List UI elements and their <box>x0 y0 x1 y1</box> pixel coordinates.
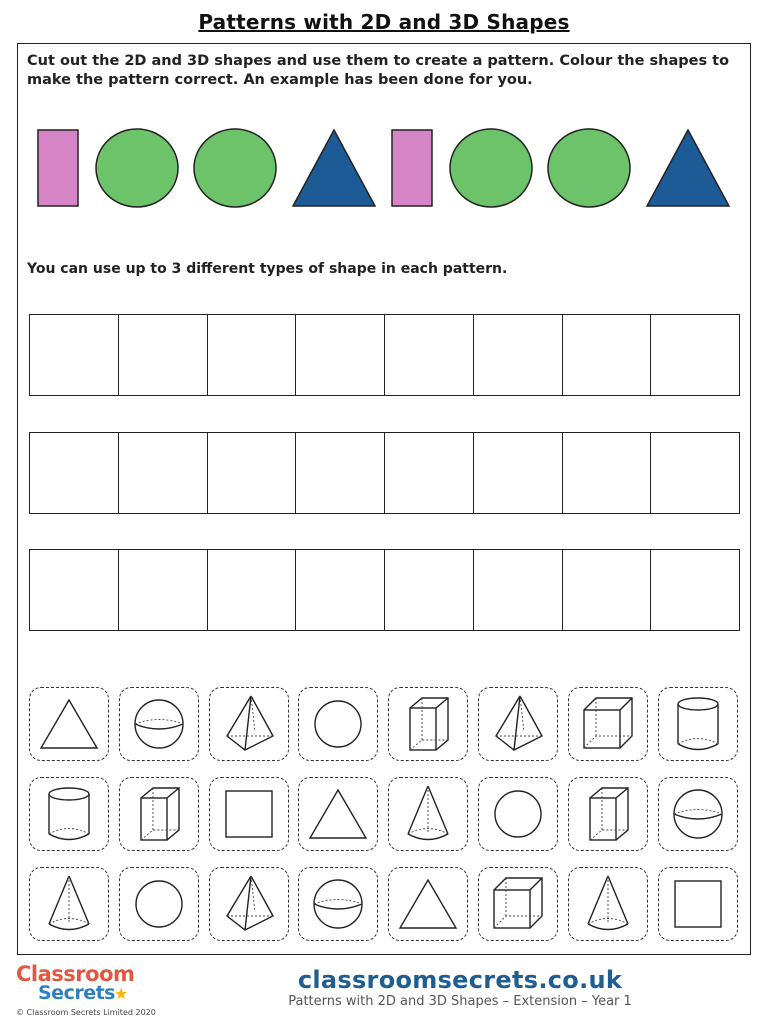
answer-cell[interactable] <box>296 550 385 630</box>
cuboid-icon <box>576 782 640 846</box>
answer-cell[interactable] <box>208 550 297 630</box>
cutout-card-sphere[interactable] <box>658 777 738 851</box>
answer-cell[interactable] <box>563 550 652 630</box>
cutout-card-pyramid[interactable] <box>478 687 558 761</box>
triangle-icon <box>306 782 370 846</box>
answer-cell[interactable] <box>563 315 652 395</box>
answer-cell[interactable] <box>208 315 297 395</box>
classroom-secrets-logo: Classroom Secrets ★ <box>16 962 135 1004</box>
answer-cell[interactable] <box>385 315 474 395</box>
answer-cell[interactable] <box>119 433 208 513</box>
instruction-text: Cut out the 2D and 3D shapes and use them to create a pattern. Colour the shapes to make the pattern correct. An example has been done for you. <box>27 53 730 88</box>
triangle-icon <box>396 872 460 936</box>
cutout-card-circle[interactable] <box>478 777 558 851</box>
answer-cell[interactable] <box>651 550 739 630</box>
cylinder-icon <box>37 782 101 846</box>
example-circle <box>450 129 532 207</box>
circle-icon <box>306 692 370 756</box>
pyramid-icon <box>217 692 281 756</box>
cutout-card-cube[interactable] <box>568 687 648 761</box>
cutout-card-cuboid[interactable] <box>568 777 648 851</box>
footer-subtitle: Patterns with 2D and 3D Shapes – Extension – Year 1 <box>288 994 632 1009</box>
example-circle <box>548 129 630 207</box>
cutout-card-cone[interactable] <box>29 867 109 941</box>
cutout-card-cuboid[interactable] <box>388 687 468 761</box>
answer-cell[interactable] <box>119 315 208 395</box>
cutout-card-cone[interactable] <box>388 777 468 851</box>
answer-cell[interactable] <box>385 433 474 513</box>
cuboid-icon <box>127 782 191 846</box>
answer-cell[interactable] <box>30 433 119 513</box>
footer-url[interactable]: classroomsecrets.co.uk <box>297 966 623 994</box>
cone-icon <box>37 872 101 936</box>
cutout-card-sphere[interactable] <box>119 687 199 761</box>
cutout-card-cone[interactable] <box>568 867 648 941</box>
cone-icon <box>576 872 640 936</box>
cutout-card-circle[interactable] <box>298 687 378 761</box>
answer-cell[interactable] <box>651 315 739 395</box>
cutout-card-triangle[interactable] <box>29 687 109 761</box>
sphere-icon <box>127 692 191 756</box>
cutout-card-triangle[interactable] <box>388 867 468 941</box>
cube-icon <box>486 872 550 936</box>
answer-cell[interactable] <box>208 433 297 513</box>
sphere-icon <box>306 872 370 936</box>
answer-cell[interactable] <box>296 433 385 513</box>
circle-icon <box>127 872 191 936</box>
copyright: © Classroom Secrets Limited 2020 <box>16 1008 156 1017</box>
answer-cell[interactable] <box>474 550 563 630</box>
answer-cell[interactable] <box>474 433 563 513</box>
cutout-card-pyramid[interactable] <box>209 867 289 941</box>
star-icon: ★ <box>114 984 129 1003</box>
answer-cell[interactable] <box>119 550 208 630</box>
cylinder-icon <box>666 692 730 756</box>
instruction-text-2: You can use up to 3 different types of shape in each pattern. <box>27 261 508 277</box>
cutout-card-cylinder[interactable] <box>658 687 738 761</box>
answer-grid-3[interactable] <box>29 549 740 631</box>
answer-cell[interactable] <box>30 315 119 395</box>
cutout-card-cube[interactable] <box>478 867 558 941</box>
example-triangle <box>647 130 729 206</box>
cutout-card-square[interactable] <box>209 777 289 851</box>
answer-cell[interactable] <box>651 433 739 513</box>
page-title: Patterns with 2D and 3D Shapes <box>198 10 570 34</box>
answer-cell[interactable] <box>385 550 474 630</box>
cutout-card-sphere[interactable] <box>298 867 378 941</box>
square-icon <box>217 782 281 846</box>
cutout-card-cylinder[interactable] <box>29 777 109 851</box>
example-circle <box>96 129 178 207</box>
cutout-card-triangle[interactable] <box>298 777 378 851</box>
answer-cell[interactable] <box>30 550 119 630</box>
circle-icon <box>486 782 550 846</box>
answer-cell[interactable] <box>296 315 385 395</box>
answer-cell[interactable] <box>474 315 563 395</box>
cuboid-icon <box>396 692 460 756</box>
cutout-card-circle[interactable] <box>119 867 199 941</box>
triangle-icon <box>37 692 101 756</box>
answer-grid-1[interactable] <box>29 314 740 396</box>
cutout-card-pyramid[interactable] <box>209 687 289 761</box>
example-rectangle <box>38 130 78 206</box>
square-icon <box>666 872 730 936</box>
example-pattern <box>0 0 768 230</box>
cutout-card-square[interactable] <box>658 867 738 941</box>
answer-cell[interactable] <box>563 433 652 513</box>
example-rectangle <box>392 130 432 206</box>
example-circle <box>194 129 276 207</box>
example-triangle <box>293 130 375 206</box>
cutout-card-cuboid[interactable] <box>119 777 199 851</box>
pyramid-icon <box>486 692 550 756</box>
cube-icon <box>576 692 640 756</box>
answer-grid-2[interactable] <box>29 432 740 514</box>
sphere-icon <box>666 782 730 846</box>
cone-icon <box>396 782 460 846</box>
pyramid-icon <box>217 872 281 936</box>
